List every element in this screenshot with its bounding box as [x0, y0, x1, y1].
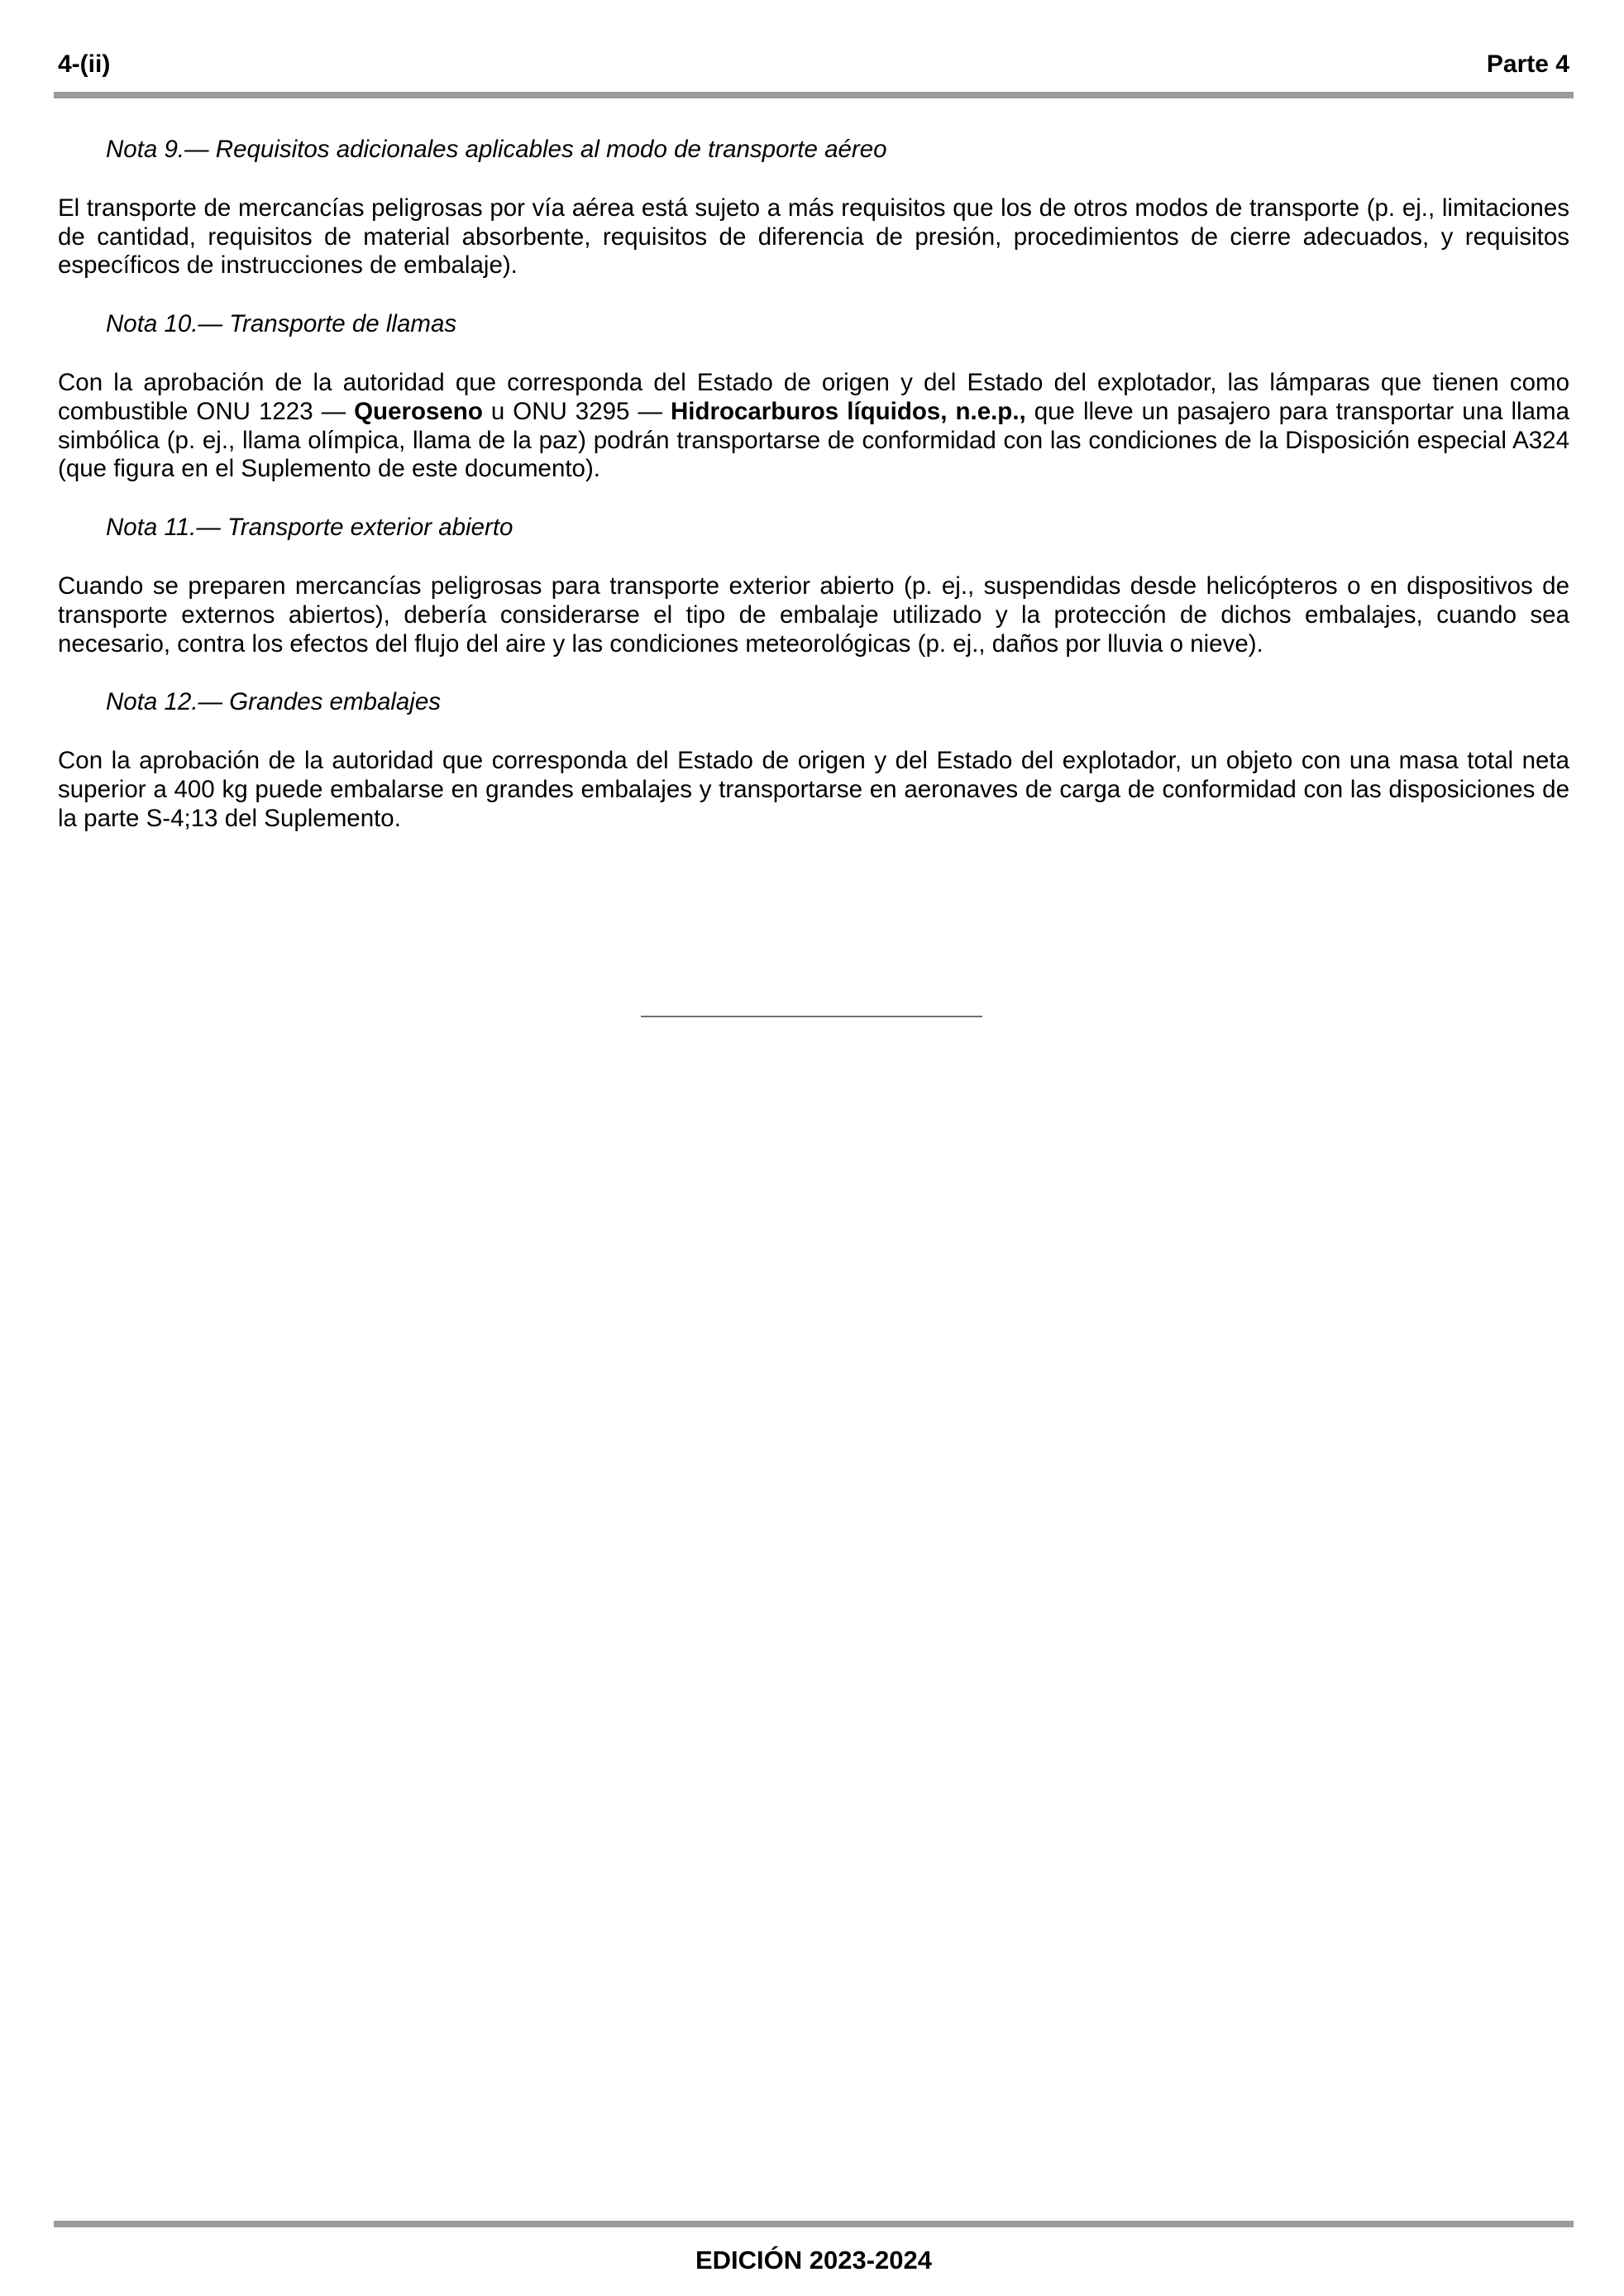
part-label: Parte 4 — [1486, 50, 1569, 78]
note-12-body: Con la aprobación de la autoridad que corresponda del Estado de origen y del Estado del explotador, un objeto con una masa total neta superior a 400 kg puede embalarse en grandes embalajes y transportarse en aeronaves de carga de conformidad con las disposiciones de la parte S-4;13 del Suplemento. — [58, 747, 1569, 832]
note-10-text-1: Con la aprobación de la autoridad que corresponda del Estado de origen y del Estado del explotador, las lámparas que tienen como combustible ONU 1223 — — [58, 368, 1569, 425]
note-11-title: Nota 11.— Transporte exterior abierto — [106, 514, 513, 542]
page-header — [54, 46, 1569, 83]
note-10-text-2: u ONU 3295 — — [482, 397, 671, 425]
note-10-text-3: que lleve un pasajero para transportar una llama simbólica (p. ej., llama olímpica, llama de la paz) podrán transportarse de conformidad con las condiciones de la Disposición especial A324 (que figura en el Suplemento de este documento). — [58, 397, 1570, 483]
edition-footer: EDICIÓN 2023-2024 — [695, 2246, 933, 2274]
note-10-bold-kerosene: Queroseno — [354, 397, 483, 425]
end-of-section-rule — [641, 1016, 982, 1017]
note-10-title: Nota 10.— Transporte de llamas — [106, 310, 457, 338]
note-10-bold-hydrocarbons: Hidrocarburos líquidos, n.e.p., — [670, 397, 1026, 425]
document-body — [58, 136, 1569, 863]
note-10-body — [58, 369, 1569, 484]
note-9-title: Nota 9.— Requisitos adicionales aplicables al modo de transporte aéreo — [106, 136, 887, 163]
note-11-body: Cuando se preparen mercancías peligrosas para transporte exterior abierto (p. ej., suspendidas desde helicópteros o en dispositivos de transporte externos abiertos), debería considerarse el tipo de embalaje utilizado y la protección de dichos embalajes, cuando sea necesario, contra los efectos del flujo del aire y las condiciones meteorológicas (p. ej., daños por lluvia o nieve). — [58, 572, 1569, 658]
note-9-body: El transporte de mercancías peligrosas por vía aérea está sujeto a más requisitos que los de otros modos de transporte (p. ej., limitaciones de cantidad, requisitos de material absorbente, requisitos de diferencia de presión, procedimientos de cierre adecuados, y requisitos específicos de instrucciones de embalaje). — [58, 194, 1569, 280]
footer-rule — [54, 2221, 1574, 2227]
header-rule — [54, 92, 1574, 98]
page-number: 4-(ii) — [58, 50, 111, 78]
note-12-title: Nota 12.— Grandes embalajes — [106, 688, 442, 716]
